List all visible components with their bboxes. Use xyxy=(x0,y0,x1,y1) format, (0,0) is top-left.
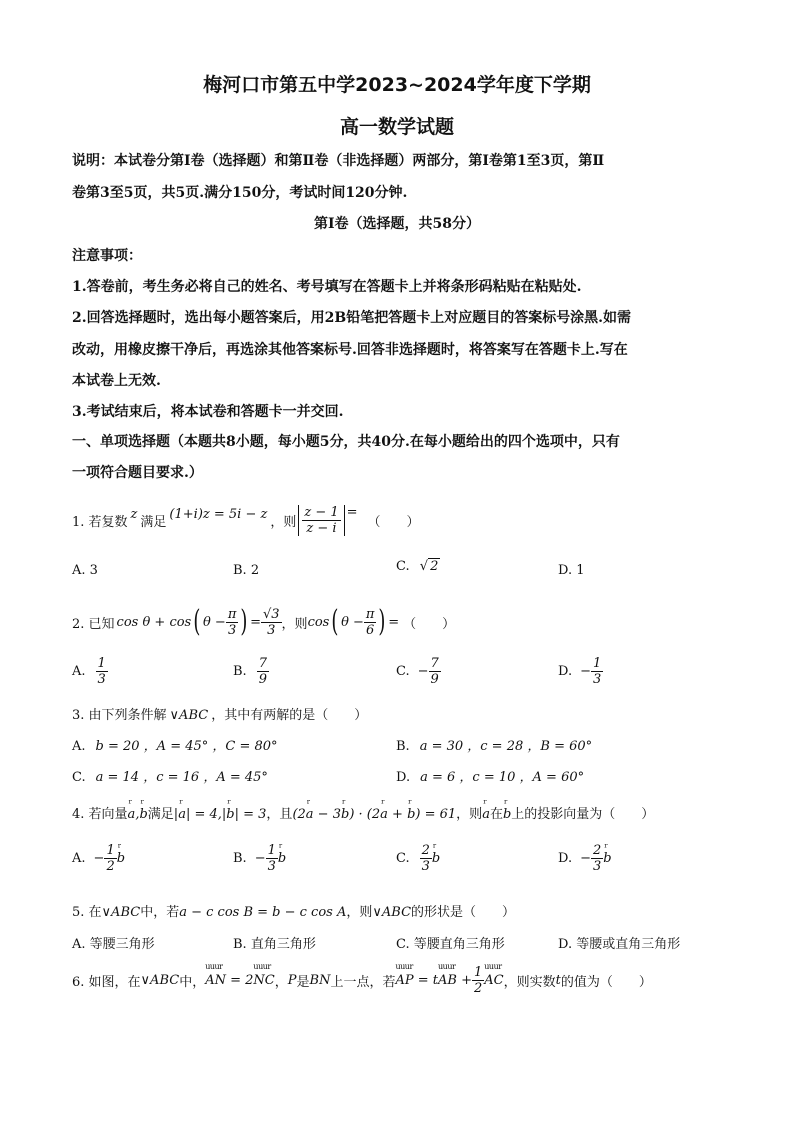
q3-option-c: C. a = 14 ，c = 16 ，A = 45° xyxy=(72,770,268,785)
q1-blank: （ ） xyxy=(367,514,420,530)
note-3: 3.考试结束后，将本试卷和答题卡一并交回. xyxy=(72,404,344,420)
question-1: 1. 若复数 z 满足 (1+i)z = 5i − z ，则 $\frac{z - 1}{z - i}$ = （ ） xyxy=(72,504,420,536)
q2-then: ，则 xyxy=(281,616,308,632)
part1-line-2: 一项符合题目要求.） xyxy=(72,465,203,481)
q2-option-b: B. $\frac{7}{9}$ xyxy=(233,656,267,687)
section-title: 第Ⅰ卷（选择题，共58分） xyxy=(313,216,481,232)
q1-then: ，则 xyxy=(270,514,297,530)
q4-option-c: C. $\frac{2}{3}$ ʳ b xyxy=(396,843,440,874)
q1-option-b: B. 2 xyxy=(233,563,260,578)
q5-option-c: C. 等腰直角三角形 xyxy=(396,937,505,952)
q2-blank: （ ） xyxy=(403,616,456,632)
q2-option-d: D. − $\frac{1}{3}$ xyxy=(558,656,602,687)
q4-option-d: D. − $\frac{2}{3}$ ʳ b xyxy=(558,843,612,874)
notes-heading: 注意事项： xyxy=(72,248,142,264)
q1-option-c: C. √ 2 xyxy=(396,559,439,574)
q5-option-a: A. 等腰三角形 xyxy=(72,937,155,952)
question-3: 3. 由下列条件解 ∨ABC ，其中有两解的是（ ） xyxy=(72,708,368,723)
note-2b: 改动，用橡皮擦干净后，再选涂其他答案标号.回答非选择题时，将答案写在答题卡上.写在 xyxy=(72,342,628,358)
question-4: 4. 若向量ʳ a,ʳ b满足|ʳ a| = 4,|ʳ b| = 3，且(2ʳ a − 3ʳ b) · (2ʳ a + ʳ b) = 61，则ʳ a在ʳ b上的投影向量为（ ） xyxy=(72,803,654,822)
q5-option-d: D. 等腰或直角三角形 xyxy=(558,937,681,952)
question-2: 2. 已知 cos θ + cos ( θ − $\frac{\pi}{3}$ ) = $\frac{√3}{3}$ ，则 cos ( θ − $\frac{\pi}{6}$ ) = （ ） xyxy=(72,604,456,639)
q3-option-a: A. b = 20 ，A = 45° ，C = 80° xyxy=(72,739,278,754)
intro-line-2: 卷第3至5页，共5页.满分150分，考试时间120分钟. xyxy=(72,185,408,201)
q1-prefix: 1. 若复数 xyxy=(72,514,128,530)
note-1: 1.答卷前，考生务必将自己的姓名、考号填写在答题卡上并将条形码粘贴在粘贴处. xyxy=(72,279,582,295)
note-2c: 本试卷上无效. xyxy=(72,373,161,389)
q5-option-b: B. 直角三角形 xyxy=(233,937,316,952)
q2-option-a: A. $\frac{1}{3}$ xyxy=(72,656,106,687)
question-6: 6. 如图，在 ∨ABC 中， uuur AN = 2uuur NC ， P 是 BN 上一点，若 uuur AP = tuuur AB + $\frac{1}{2}$ uuur AC ，则实数 t 的值为（ ） xyxy=(72,958,652,1002)
q2-option-c: C. − $\frac{7}{9}$ xyxy=(396,656,439,687)
q4-option-b: B. − $\frac{1}{3}$ ʳ b xyxy=(233,843,286,874)
intro-line-1: 说明：本试卷分第Ⅰ卷（选择题）和第Ⅱ卷（非选择题）两部分，第Ⅰ卷第1至3页，第Ⅱ xyxy=(72,153,605,169)
q3-option-b: B. a = 30 ，c = 28 ，B = 60° xyxy=(396,739,593,754)
q1-option-a: A. 3 xyxy=(72,563,98,578)
question-5: 5. 在∨ABC中，若a − c cos B = b − c cos A，则∨ABC的形状是（ ） xyxy=(72,905,516,920)
page-title: 梅河口市第五中学2023~2024学年度下学期 xyxy=(203,74,591,96)
q4-option-a: A. − $\frac{1}{2}$ ʳ b xyxy=(72,843,125,874)
q1-option-d: D. 1 xyxy=(558,563,585,578)
q3-option-d: D. a = 6 ，c = 10 ，A = 60° xyxy=(396,770,585,785)
part1-line-1: 一、单项选择题（本题共8小题，每小题5分，共40分.在每小题给出的四个选项中，只有 xyxy=(72,434,620,450)
note-2a: 2.回答选择题时，选出每小题答案后，用2B铅笔把答题卡上对应题目的答案标号涂黑.如需 xyxy=(72,310,632,326)
page-subtitle: 高一数学试题 xyxy=(339,116,454,138)
q1-mid: 满足 xyxy=(140,514,167,530)
q2-prefix: 2. 已知 xyxy=(72,616,115,632)
